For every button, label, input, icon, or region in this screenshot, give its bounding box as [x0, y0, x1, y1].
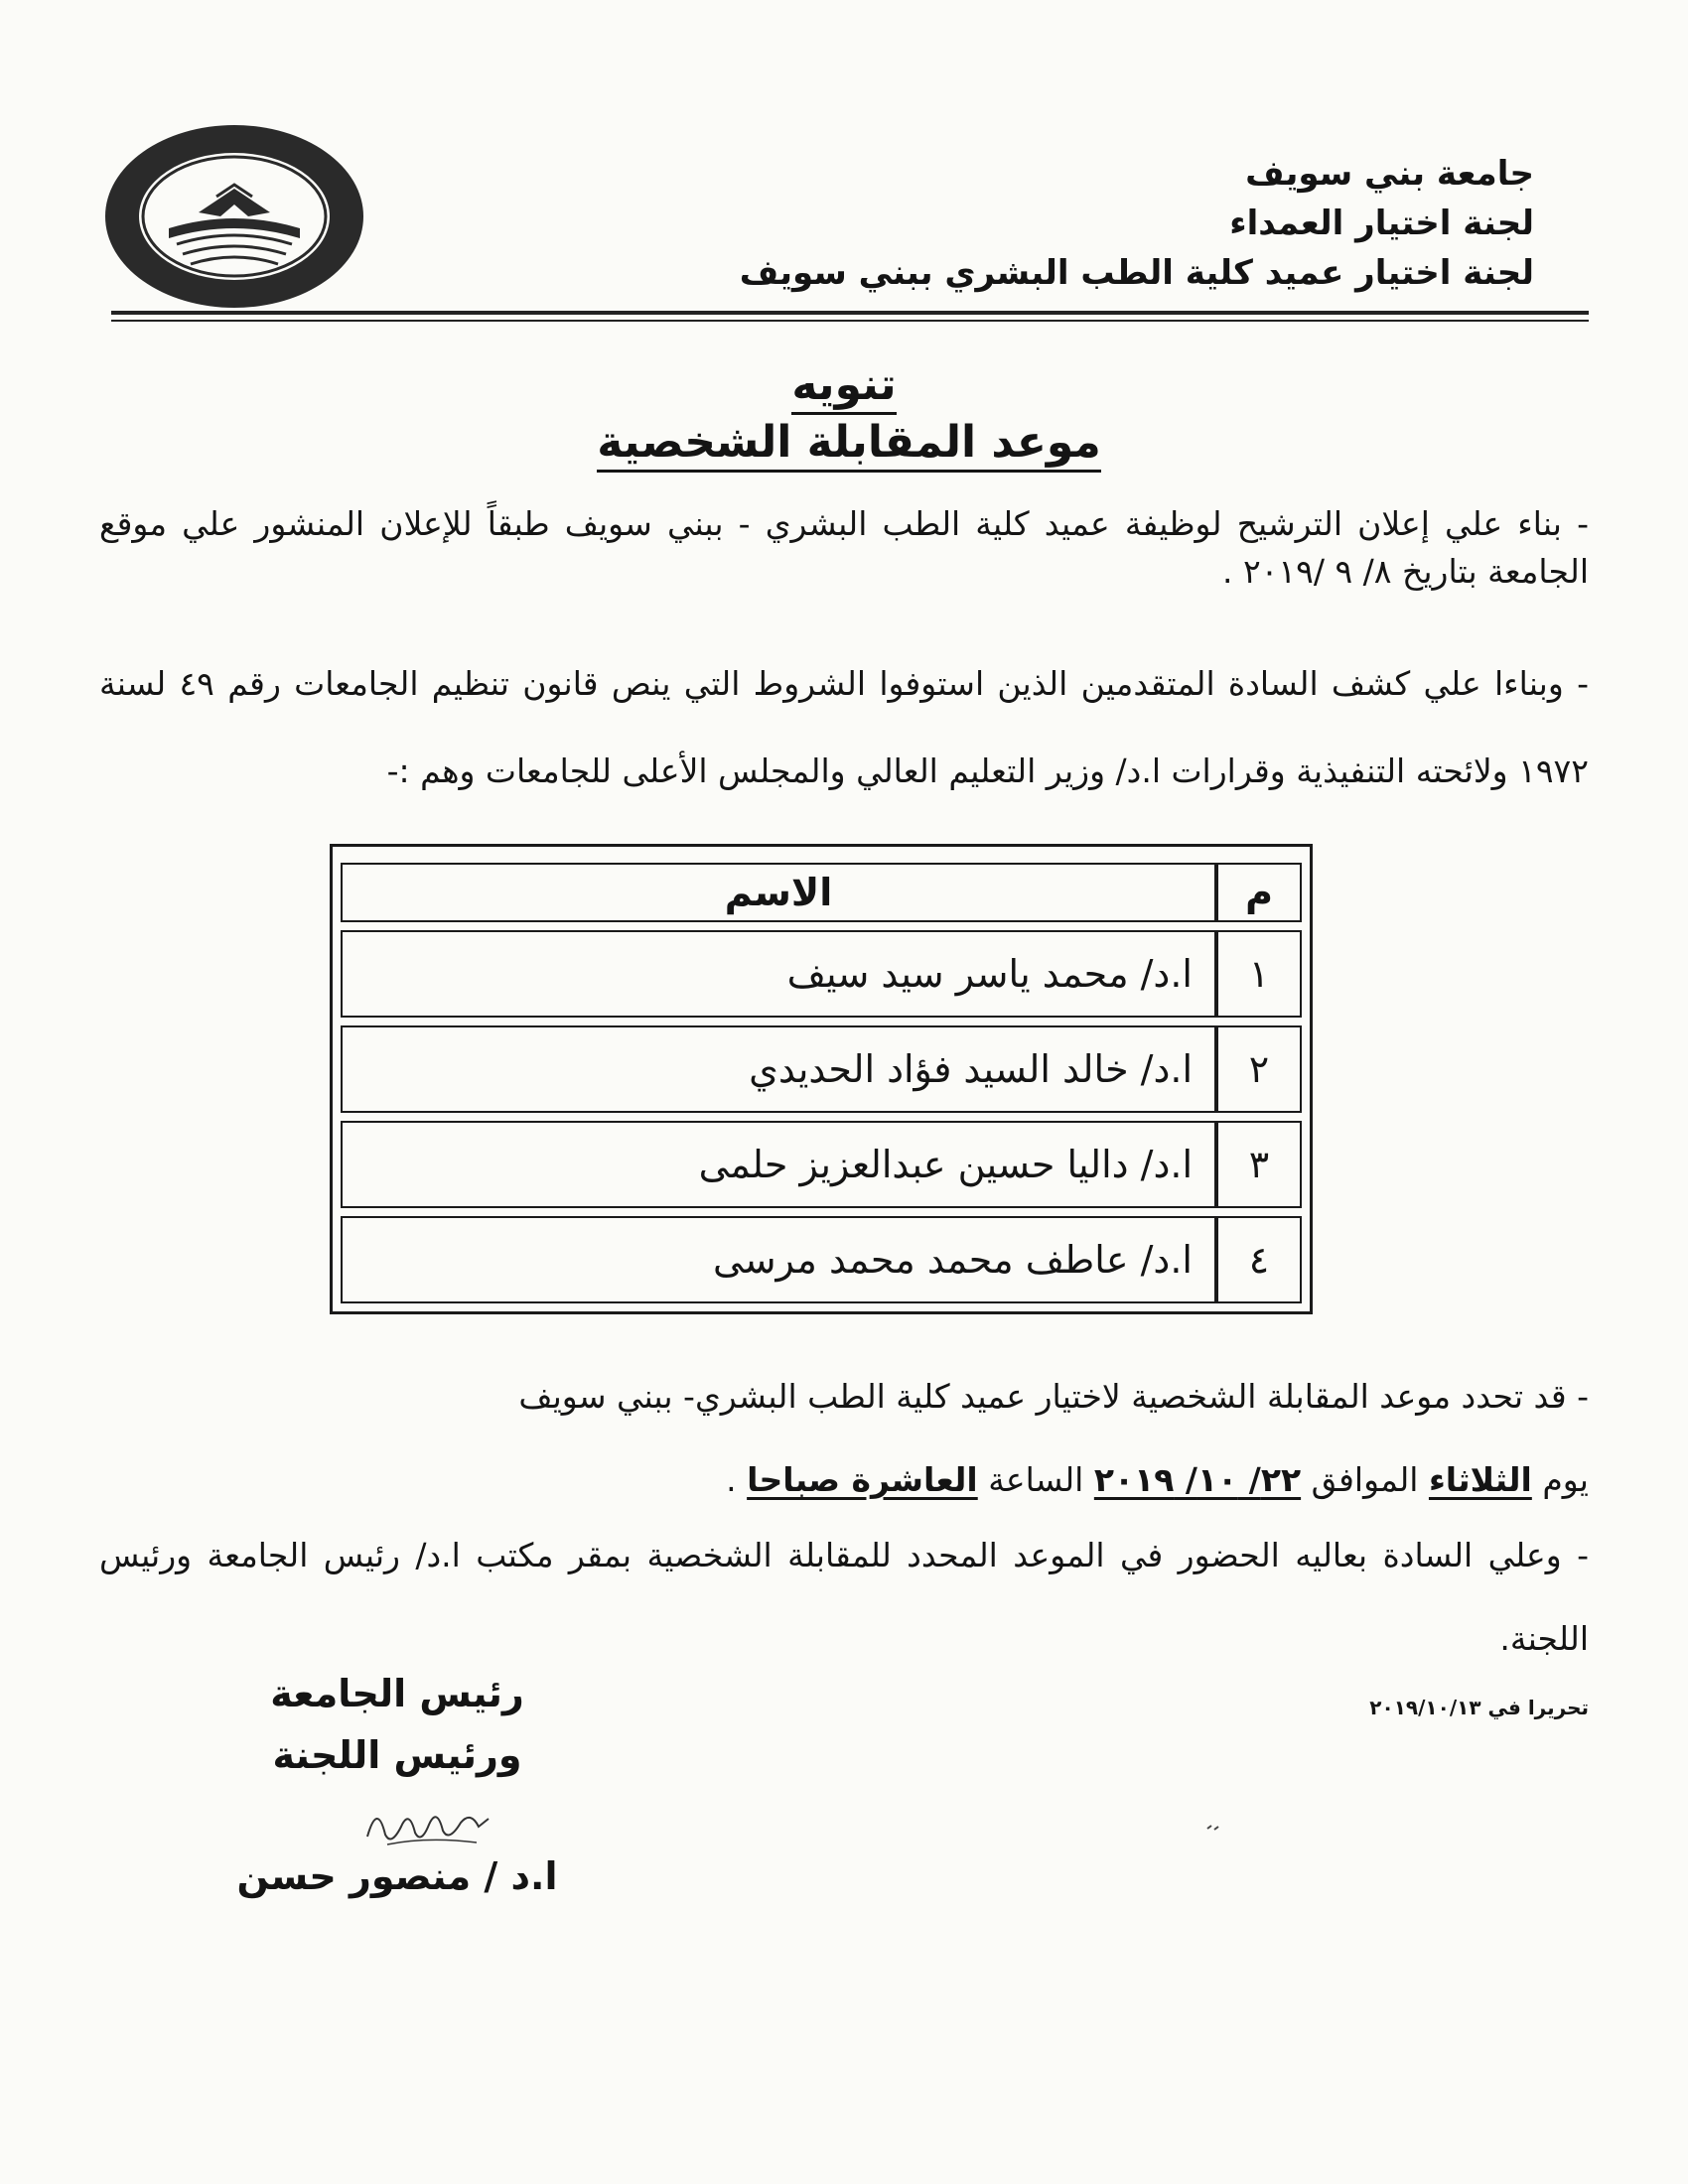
paragraph-interview-date [99, 1355, 1589, 1522]
signature-block [199, 1663, 596, 1907]
interview-date: ٢٢/ ١٠/ ٢٠١٩ [1093, 1460, 1302, 1499]
university-logo [99, 117, 369, 316]
row-number: ١ [1216, 930, 1302, 1018]
sub-committee-name: لجنة اختيار عميد كلية الطب البشري ببني سويف [739, 253, 1534, 293]
sentence-end: . [726, 1460, 737, 1499]
candidates-table [330, 844, 1313, 1314]
notice-title: تنويه [685, 359, 1003, 415]
row-number: ٢ [1216, 1025, 1302, 1113]
day-prefix: يوم [1542, 1460, 1589, 1499]
paragraph-attendance: - وعلي السادة بعاليه الحضور في الموعد المحدد للمقابلة الشخصية بمقر مكتب ا.د/ رئيس الجامعة ورئيس اللجنة. [99, 1536, 1589, 1658]
interview-day: الثلاثاء [1428, 1460, 1532, 1499]
university-name: جامعة بني سويف [1245, 154, 1534, 194]
table-row [341, 1121, 1302, 1208]
header-rule-thin [111, 320, 1589, 322]
column-header-number: م [1216, 863, 1302, 922]
column-header-name: الاسم [341, 863, 1216, 922]
table-row [341, 1025, 1302, 1113]
stray-mark [1206, 1825, 1220, 1831]
signature-title-1: رئيس الجامعة [270, 1672, 524, 1715]
signature-title-2: ورئيس اللجنة [272, 1733, 522, 1777]
committee-name: لجنة اختيار العمداء [1229, 204, 1534, 243]
notice-subtitle: موعد المقابلة الشخصية [556, 417, 1142, 473]
candidate-name: ا.د/ خالد السيد فؤاد الحديدي [341, 1025, 1216, 1113]
interview-time: العاشرة صباحا [747, 1460, 978, 1499]
table-header-row [341, 863, 1302, 922]
table-row [341, 930, 1302, 1018]
header-rule-thick [111, 311, 1589, 315]
date-prefix: الموافق [1311, 1460, 1419, 1499]
interview-date-line1: - قد تحدد موعد المقابلة الشخصية لاختيار عميد كلية الطب البشري- ببني سويف [518, 1377, 1589, 1416]
document-header [720, 149, 1534, 298]
paragraph-candidates-intro: - وبناءا علي كشف السادة المتقدمين الذين استوفوا الشروط التي ينص قانون تنظيم الجامعات رقم ٤٩ لسنة ١٩٧٢ ولائحته التنفيذية وقرارات ا.د/ وزير التعليم العالي والمجلس الأعلى للجامعات وهم :- [99, 664, 1589, 790]
issue-date: تحريرا في ٢٠١٩/١٠/١٣ [1369, 1696, 1589, 1719]
row-number: ٤ [1216, 1216, 1302, 1303]
row-number: ٣ [1216, 1121, 1302, 1208]
signer-name: ا.د / منصور حسن [236, 1854, 558, 1898]
candidate-name: ا.د/ عاطف محمد محمد مرسى [341, 1216, 1216, 1303]
time-prefix: الساعة [988, 1460, 1084, 1499]
paragraph-announcement: - بناء علي إعلان الترشيح لوظيفة عميد كلية الطب البشري - ببني سويف طبقاً للإعلان المنشور علي موقع الجامعة بتاريخ ٨/ ٩ /٢٠١٩ . [99, 504, 1589, 591]
candidate-name: ا.د/ محمد ياسر سيد سيف [341, 930, 1216, 1018]
interview-date-line2 [99, 1438, 1589, 1522]
candidate-name: ا.د/ داليا حسين عبدالعزيز حلمى [341, 1121, 1216, 1208]
table-row [341, 1216, 1302, 1303]
handwritten-signature [357, 1797, 496, 1856]
